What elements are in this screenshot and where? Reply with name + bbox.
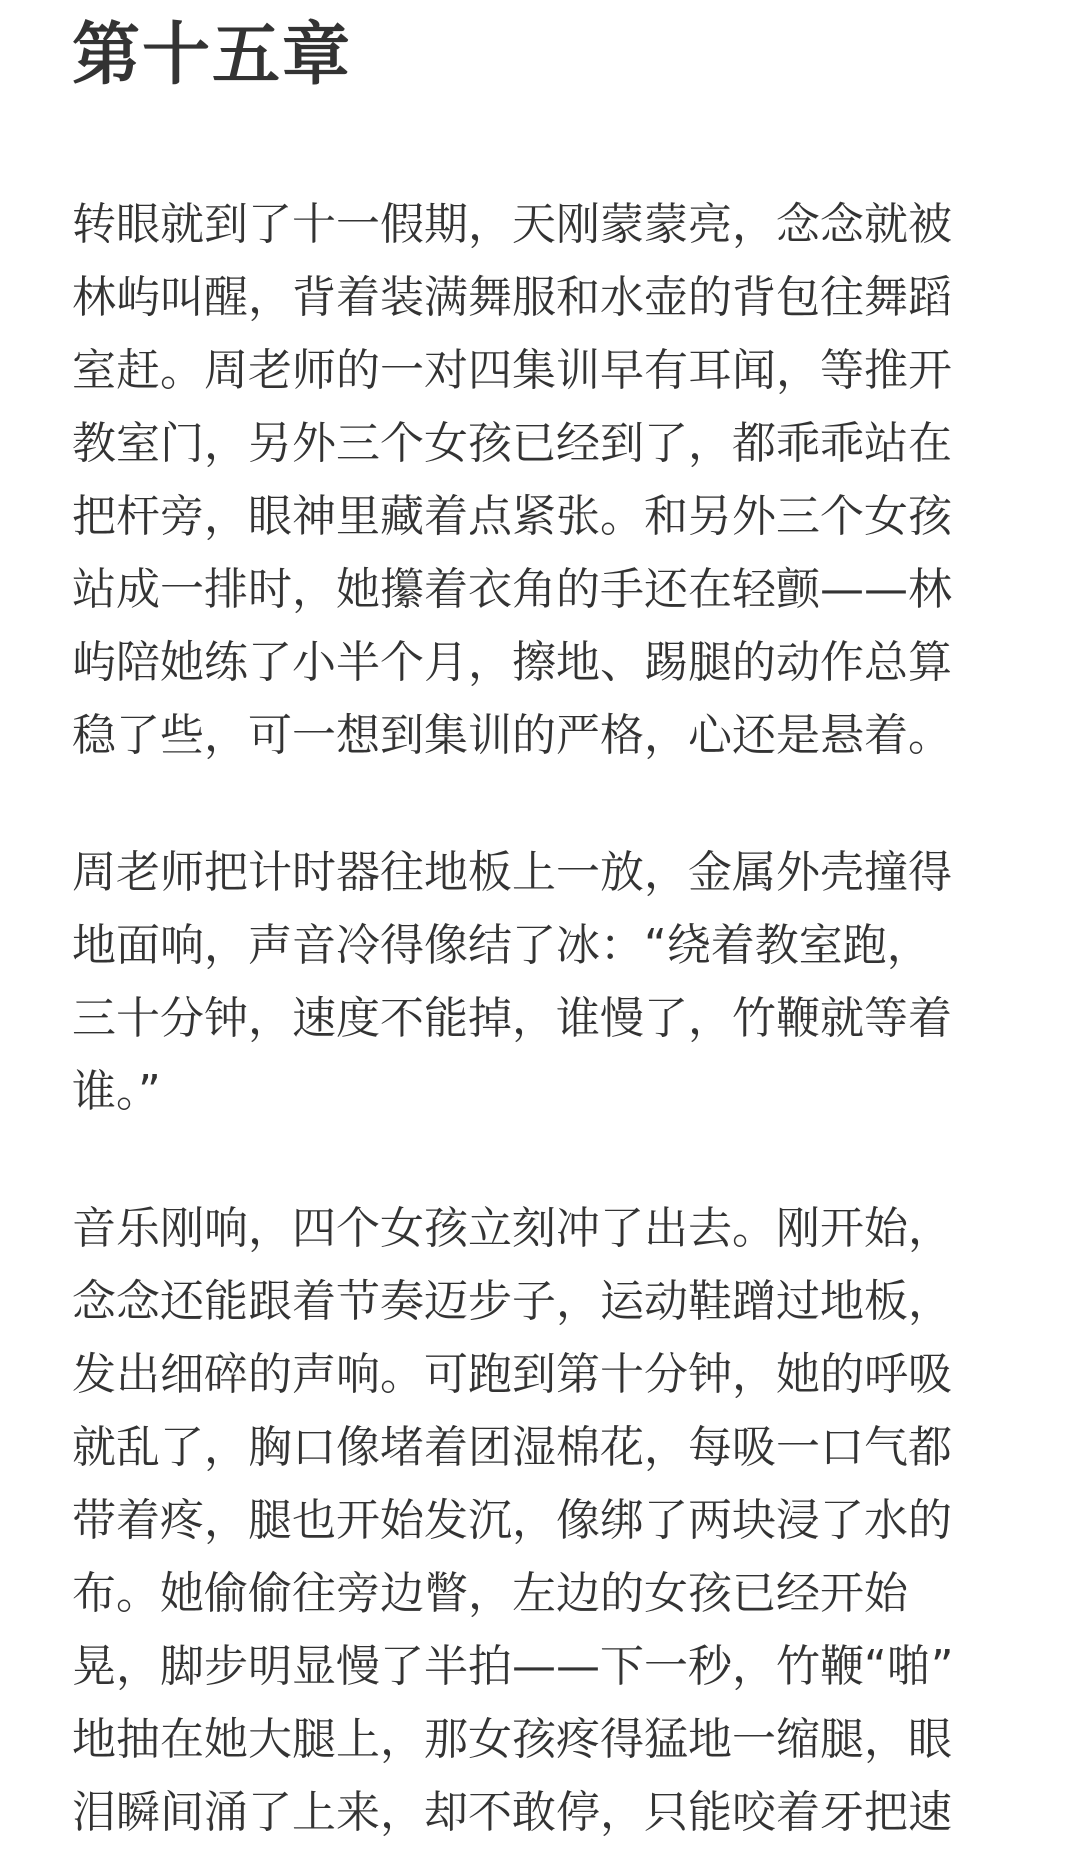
- chapter-title: 第十五章: [72, 16, 353, 95]
- text-line: 周老师把计时器往地板上一放，金属外壳撞得: [72, 847, 952, 898]
- text-line: 稳了些，可一想到集训的严格，心还是悬着。: [72, 710, 952, 761]
- text-line: 念念还能跟着节奏迈步子，运动鞋蹭过地板，: [72, 1276, 952, 1327]
- text-line: 泪瞬间涌了上来，却不敢停，只能咬着牙把速: [72, 1787, 952, 1838]
- text-line: 就乱了，胸口像堵着团湿棉花，每吸一口气都: [72, 1422, 952, 1473]
- text-line: 林屿叫醒，背着装满舞服和水壶的背包往舞蹈: [72, 272, 952, 323]
- text-line: 带着疼，腿也开始发沉，像绑了两块浸了水的: [72, 1495, 952, 1546]
- text-line: 三十分钟，速度不能掉，谁慢了，竹鞭就等着: [72, 993, 952, 1044]
- text-line: 教室门，另外三个女孩已经到了，都乖乖站在: [72, 418, 952, 469]
- text-line: 发出细碎的声响。可跑到第十分钟，她的呼吸: [72, 1349, 952, 1400]
- text-line: 屿陪她练了小半个月，擦地、踢腿的动作总算: [72, 637, 952, 688]
- text-line: 地抽在她大腿上，那女孩疼得猛地一缩腿，眼: [72, 1714, 952, 1765]
- text-line: 转眼就到了十一假期，天刚蒙蒙亮，念念就被: [72, 199, 952, 250]
- text-line: 谁。”: [72, 1066, 161, 1117]
- text-line: 晃，脚步明显慢了半拍——下一秒，竹鞭“啪”: [72, 1641, 954, 1692]
- reader-page: [72, 0, 1022, 1849]
- paragraph: [72, 1192, 1022, 1849]
- text-line: 音乐刚响，四个女孩立刻冲了出去。刚开始，: [72, 1203, 952, 1254]
- paragraph: [72, 836, 1022, 1128]
- paragraph: [72, 188, 1022, 772]
- text-line: 站成一排时，她攥着衣角的手还在轻颤——林: [72, 564, 952, 615]
- text-line: 布。她偷偷往旁边瞥，左边的女孩已经开始: [72, 1568, 908, 1619]
- text-line: 把杆旁，眼神里藏着点紧张。和另外三个女孩: [72, 491, 952, 542]
- text-line: 室赶。周老师的一对四集训早有耳闻，等推开: [72, 345, 952, 396]
- text-line: 地面响，声音冷得像结了冰：“绕着教室跑，: [72, 920, 931, 971]
